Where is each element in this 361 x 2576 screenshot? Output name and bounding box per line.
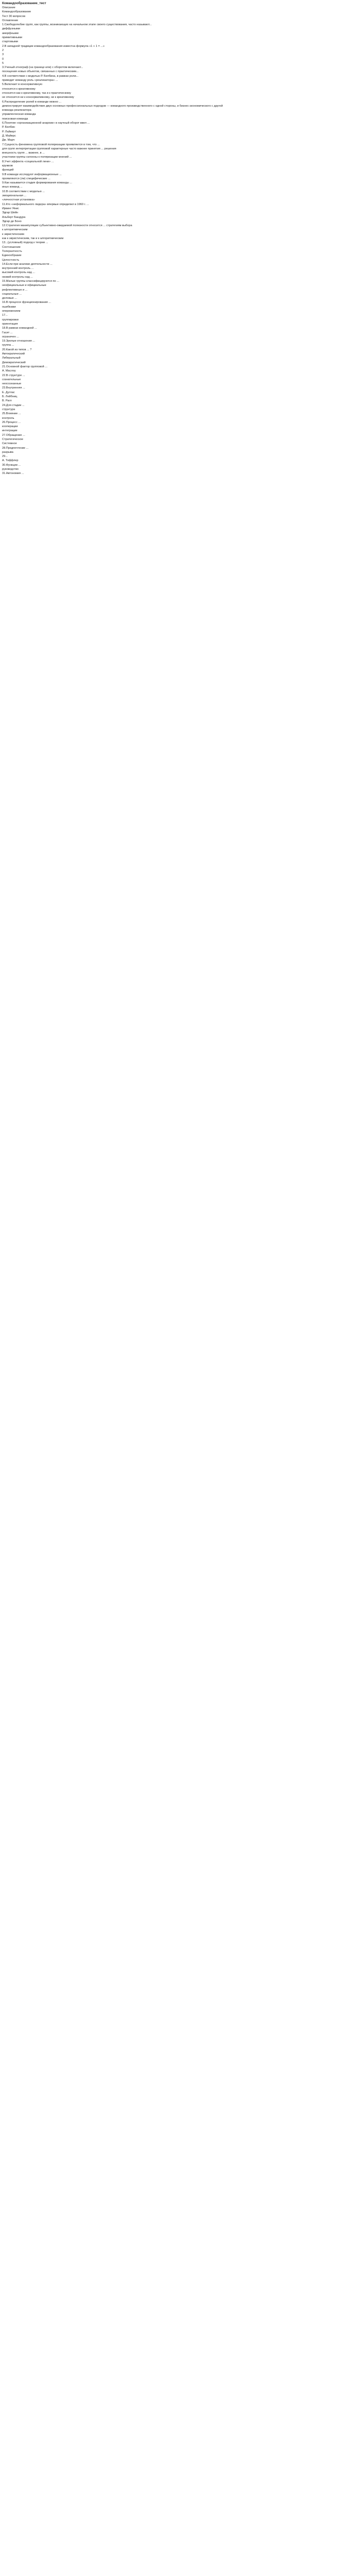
text-line: Командообразование [2, 10, 31, 14]
text-line: иных команд ... [2, 185, 23, 189]
text-line: группировки [2, 318, 19, 321]
text-line: Тест 30 вопросов [2, 14, 26, 18]
text-line: кружков [2, 164, 13, 167]
text-line: 5 [2, 61, 4, 65]
text-line: к алгоритмическим [2, 228, 28, 232]
text-line: 0 [2, 57, 4, 61]
text-line: 21.Основной фактор групповой ... [2, 365, 47, 368]
text-line: посещения новых объектов, связанных с практическим... [2, 70, 79, 74]
text-line: поисковая команда [2, 117, 28, 121]
text-line: относится как к креативному, так и к практическому [2, 91, 71, 95]
text-line: не относится ни к консервативному, ни к креативному [2, 96, 74, 99]
text-line: примитивными [2, 36, 22, 40]
text-line: высокий контроль над ... [2, 271, 35, 275]
text-line: 14.Если при анализе деятельности ... [2, 262, 53, 266]
text-line: стартовыми [2, 40, 18, 44]
text-line: для групп интерпретации групповой характерные часто важнее принятия ... решения [2, 147, 116, 150]
text-line: Оглавление [2, 19, 19, 22]
text-line: Е. Дуглас [2, 391, 15, 394]
text-line: 31.Автономия ... [2, 472, 24, 476]
text-line: аморфными [2, 31, 19, 35]
text-line: демонстрирует взаимодействие двух основных профессиональных подходов — командного производственного с одной стороны, и бизнес-экономического с другой [2, 104, 223, 108]
text-line: 9.В команде исследуют информационные ... [2, 173, 62, 176]
text-line: Описание [2, 6, 15, 9]
text-line: Единообразие [2, 254, 22, 258]
text-line: ориентация [2, 322, 18, 326]
text-line: как к эвристическим, так и к алгоритмическим [2, 237, 64, 241]
text-line: неофициальные и официальные [2, 284, 46, 287]
text-line: контроль [2, 416, 14, 420]
text-line: 11.Кто «неформального лидера» впервые определил в 1960 г. ... [2, 202, 89, 206]
text-line: Демократический [2, 361, 26, 364]
text-line: низкий контроль над ... [2, 275, 33, 279]
text-line: 26.Процесс ... [2, 420, 21, 424]
text-line: 15.Малые группы классифицируются по ... [2, 280, 59, 283]
text-line: диффузными [2, 27, 20, 31]
text-line: 22.В структуре ... [2, 374, 25, 377]
text-line: Дж. Марч [2, 139, 15, 142]
text-line: кооперации [2, 425, 18, 429]
text-line: 1.Свободолюбие групп, как группы, возникающих на начальном этапе своего существования, часто называют... [2, 23, 152, 27]
text-line: эмоциональная ... [2, 194, 27, 198]
text-line: Толерантность [2, 249, 22, 253]
text-line: 24.Для стадии ... [2, 403, 25, 407]
text-line: 10.В соответствии с моделью ... [2, 190, 45, 193]
text-line: Альберт Бандура [2, 215, 26, 219]
text-line: 9.Как называется стадия формирования команды ... [2, 181, 72, 185]
text-line: деловые ... [2, 297, 17, 300]
text-line: функций [2, 168, 14, 172]
text-line: 28.Предпочтение ... [2, 446, 29, 450]
text-line: «личностная установка» [2, 198, 35, 202]
text-line: 3.Ученый-этнограф (на границе или) с оборотом включают... [2, 66, 83, 70]
text-line: 6.Распределение ролей в команде можно ... [2, 100, 62, 104]
text-line: 12.Стратегия манипуляции субъективно-ожидаемой полезности относится ... стратегиям выбора [2, 224, 132, 228]
text-line: 18.В рамках командной ... [2, 327, 37, 330]
text-line: 27.Обращение ... [2, 433, 25, 437]
text-line: разрыва [2, 450, 13, 454]
text-line: внешность групп ... важнее, в ... [2, 151, 45, 155]
text-line: Соотношение [2, 245, 21, 249]
text-line: 2 [2, 48, 4, 52]
text-line: ограничен ... [2, 335, 19, 338]
document-title: Командообразование_тест [2, 2, 46, 5]
text-line: 29... [2, 455, 8, 459]
text-line: 30.Функции ... [2, 463, 21, 467]
text-line: сознательные [2, 378, 21, 381]
text-line: В. Рагл [2, 399, 12, 403]
text-line: опережением [2, 310, 21, 313]
text-line: Системное [2, 442, 17, 446]
text-line: 7.Сущность феномена групповой поляризации проявляется в том, что ... [2, 143, 100, 146]
text-line: Р. Лайкерт [2, 130, 16, 133]
text-line: относится к креативному [2, 87, 36, 91]
text-line: участники группы склонны к поляризации мнений ... [2, 156, 72, 159]
text-line: управленческая команда [2, 113, 36, 116]
text-line: 8.Учет эффекта «социальной лени» ... [2, 160, 54, 163]
text-line: 25.Влияние ... [2, 412, 21, 416]
text-line: 17... [2, 314, 8, 317]
text-line: 20.Какой из типов ... ? [2, 348, 32, 351]
text-line: Эдгар Шейн [2, 211, 19, 215]
text-line: Автократический [2, 352, 25, 356]
text-line: интеграции [2, 429, 18, 433]
text-line: социальные ... [2, 292, 22, 296]
text-line: группа ... [2, 344, 14, 347]
document [0, 0, 361, 476]
text-line: Ирвинг Янис [2, 207, 19, 210]
text-line: Либеральный [2, 357, 21, 360]
text-line: 16.В процессе функционирования ... [2, 301, 51, 304]
text-line: 13...(условный) подход к теории ... [2, 241, 48, 245]
text-line: 3 [2, 53, 4, 57]
text-line: к эвристическим [2, 232, 24, 236]
text-line: 2.В западной традиции командообразования известна формула «1 + 1 = ...» [2, 44, 105, 48]
text-line: ошибками [2, 305, 16, 309]
text-line: проявляются (ли) специфические ... [2, 177, 50, 180]
text-line: 19.Зрелые отношения ... [2, 340, 35, 343]
text-line: Р. Белбин [2, 126, 15, 129]
text-line: рефлективные и ... [2, 288, 28, 292]
text-line: А. Маслоу [2, 369, 16, 373]
text-line: 4.В соответствии с моделью Р. Белбина, в рамках роли... [2, 74, 79, 78]
text-line: внутренний контроль ... [2, 267, 34, 270]
text-line: Эдгар де Боно [2, 219, 22, 223]
text-line: команда реализатора [2, 109, 31, 112]
document-body [2, 6, 359, 476]
text-line: Гасит ... [2, 331, 13, 334]
text-line: Б. Лейбниц [2, 395, 18, 399]
text-line: 5.Включает в консервативную [2, 83, 43, 87]
text-line: приводит команду роль «реализатора» ... [2, 79, 58, 82]
text-line: структура [2, 408, 15, 411]
text-line: руководство [2, 468, 19, 471]
text-line: Стратегическое [2, 437, 24, 441]
text-line: 6.Понятие «организационной анархии» в научный оборот ввел ... [2, 122, 90, 125]
text-line: неосознанные [2, 382, 22, 386]
text-line: Д. Майерс [2, 134, 16, 138]
text-line: А. Тоффлер [2, 459, 19, 463]
text-line: 23.Внутренняя ... [2, 386, 25, 390]
text-line: Целостность [2, 258, 20, 262]
